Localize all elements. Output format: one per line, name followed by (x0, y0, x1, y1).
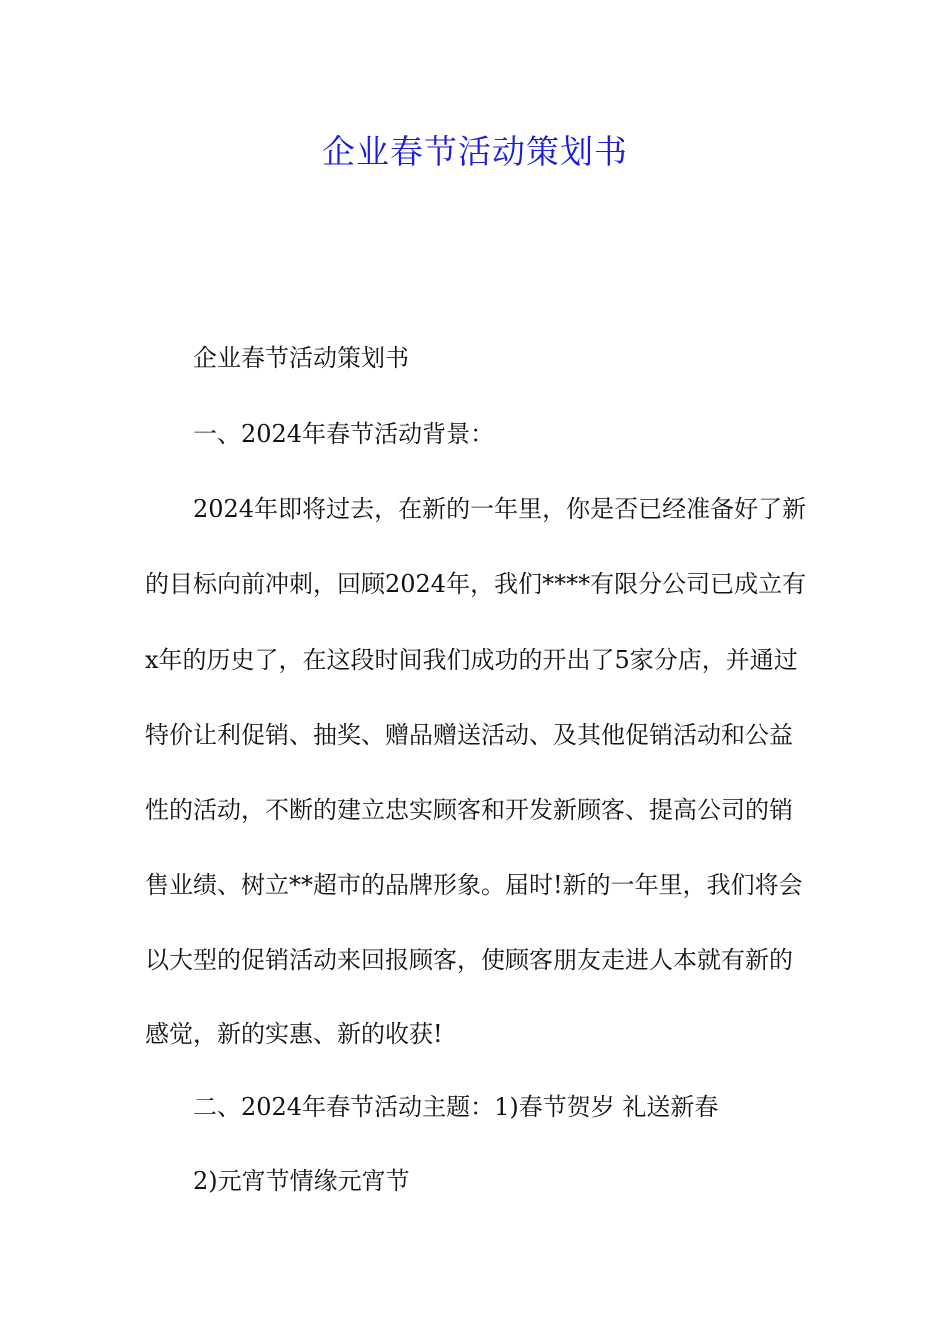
paragraph-line: 的目标向前冲刺，回顾2024年，我们****有限分公司已成立有 (145, 570, 807, 598)
paragraph-line: 感觉，新的实惠、新的收获! (145, 1020, 443, 1048)
section-heading-background: 一、2024年春节活动背景： (193, 420, 495, 448)
document-title: 企业春节活动策划书 (322, 132, 628, 171)
paragraph-line: 售业绩、树立**超市的品牌形象。届时!新的一年里，我们将会 (145, 871, 803, 899)
paragraph-line: 性的活动，不断的建立忠实顾客和开发新顾客、提高公司的销 (145, 796, 793, 824)
paragraph-line: 以大型的促销活动来回报顾客，使顾客朋友走进人本就有新的 (145, 946, 793, 974)
paragraph-line: x年的历史了，在这段时间我们成功的开出了5家分店，并通过 (145, 646, 798, 674)
section-heading-theme: 二、2024年春节活动主题：1)春节贺岁 礼送新春 (193, 1093, 719, 1121)
paragraph-line: 特价让利促销、抽奖、赠品赠送活动、及其他促销活动和公益 (145, 721, 793, 749)
body-line-heading: 企业春节活动策划书 (193, 344, 409, 372)
paragraph-line: 2024年即将过去，在新的一年里，你是否已经准备好了新 (193, 495, 807, 523)
theme-item: 2)元宵节情缘元宵节 (193, 1167, 410, 1195)
